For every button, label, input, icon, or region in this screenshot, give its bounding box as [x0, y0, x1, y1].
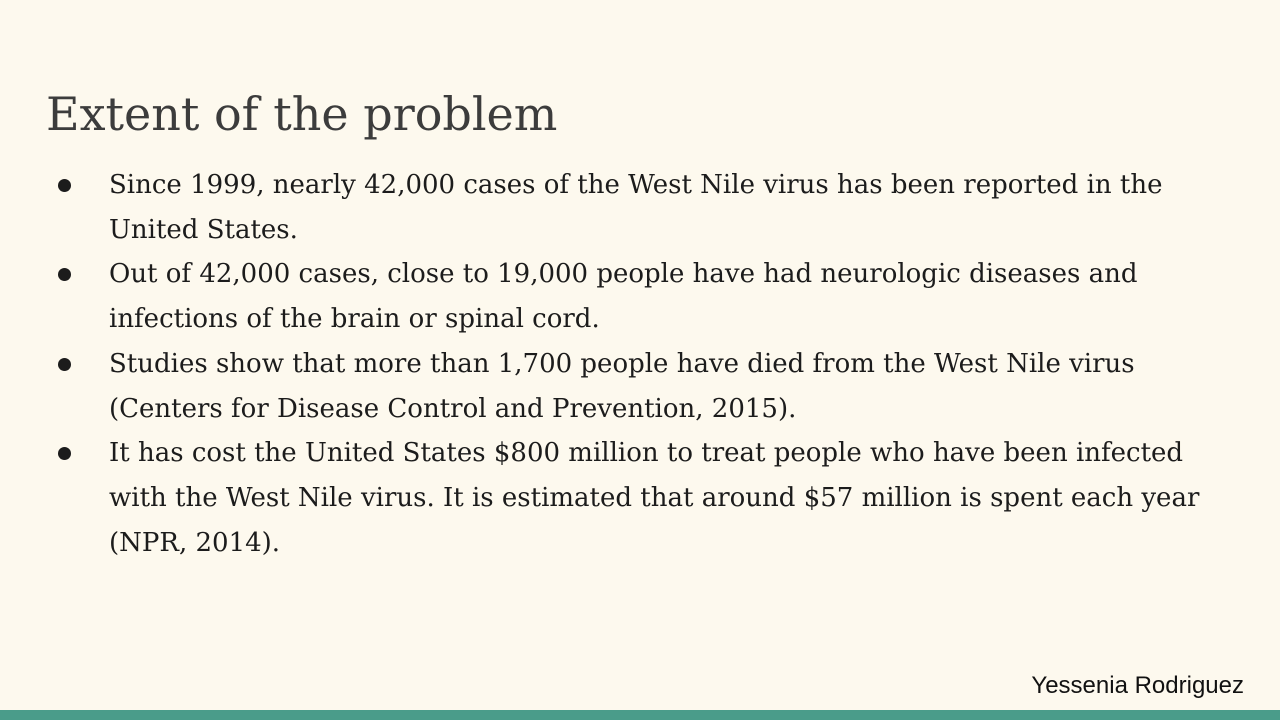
bullet-dot-icon: [58, 358, 71, 371]
bullet-text: Studies show that more than 1,700 people have died from the West Nile virus (Centers for Disease Control and Prevention, 2015).: [109, 348, 1135, 424]
bullet-item: [58, 342, 1218, 431]
bullet-item: [58, 252, 1218, 341]
bullet-text: It has cost the United States $800 million to treat people who have been infected with the West Nile virus. It is estimated that around $57 million is spent each year (NPR, 2014).: [109, 438, 1200, 558]
bullet-text: Out of 42,000 cases, close to 19,000 people have had neurologic diseases and infections of the brain or spinal cord.: [109, 259, 1138, 335]
bullet-dot-icon: [58, 447, 71, 460]
bullet-list: [58, 163, 1218, 565]
accent-bar: [0, 710, 1280, 720]
slide-title: Extent of the problem: [46, 87, 558, 141]
bullet-dot-icon: [58, 179, 71, 192]
author-name: Yessenia Rodriguez: [1031, 672, 1244, 699]
bullet-item: [58, 163, 1218, 252]
bullet-item: [58, 431, 1218, 565]
bullet-dot-icon: [58, 268, 71, 281]
bullet-text: Since 1999, nearly 42,000 cases of the West Nile virus has been reported in the United States.: [109, 170, 1163, 245]
